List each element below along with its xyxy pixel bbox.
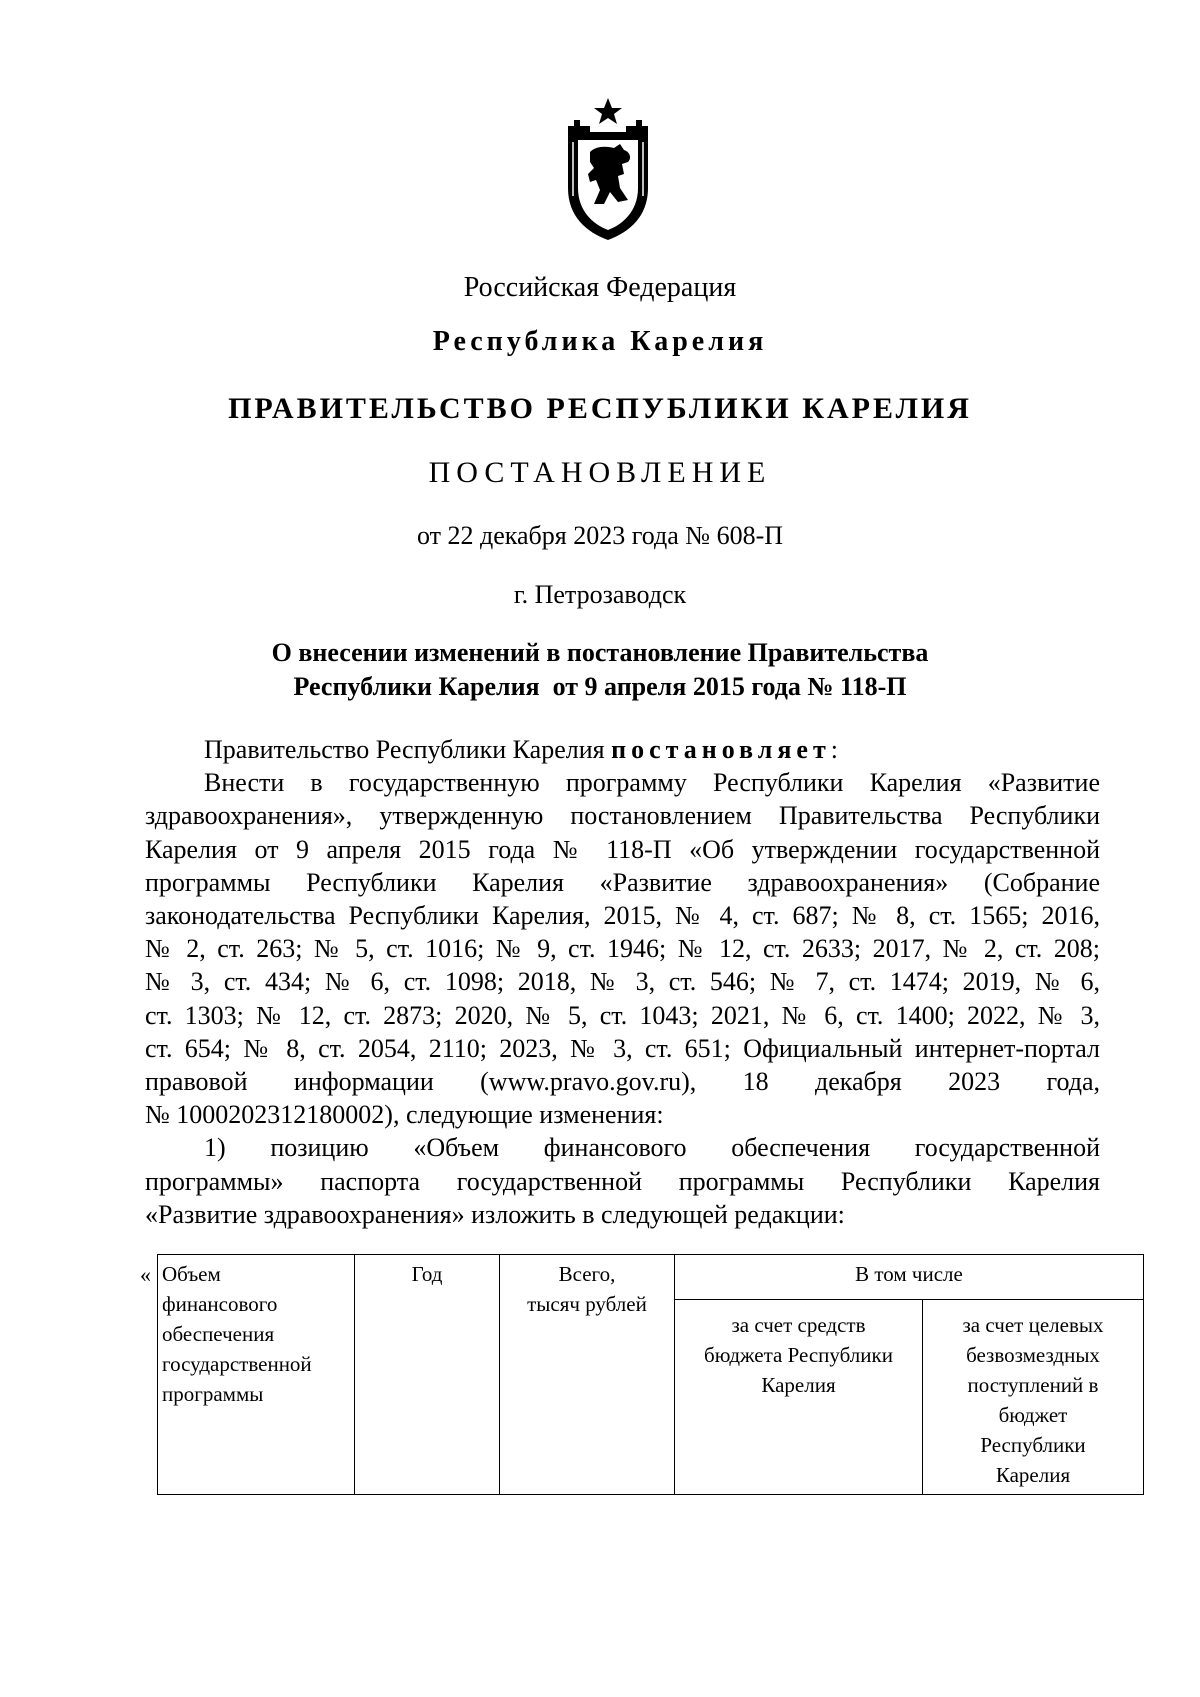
preamble-text: Правительство Республики Карелия <box>204 735 612 764</box>
paragraph-1-line: ст. 654; № 8, ст. 2054, 2110; 2023, № 3, ст. 651; Официальный интернет-портал <box>145 1033 1100 1063</box>
paragraph-1-line: Карелия от 9 апреля 2015 года № 118-П «Об утверждении государственной <box>145 834 1100 864</box>
preamble-colon: : <box>830 735 838 764</box>
karelia-coat-of-arms-icon <box>560 96 656 242</box>
document-city: г. Петрозаводск <box>513 580 687 609</box>
document-type: ПОСТАНОВЛЕНИЕ <box>428 456 772 489</box>
header-cell-regional-budget: за счет средств бюджета Республики Карелия <box>675 1300 923 1495</box>
paragraph-1-line: № 2, ст. 263; № 5, ст. 1016; № 9, ст. 1946; № 12, ст. 2633; 2017, № 2, ст. 208; <box>145 934 1100 964</box>
paragraph-1-line: № 1000202312180002), следующие изменения: <box>145 1100 664 1130</box>
government-name: ПРАВИТЕЛЬСТВО РЕСПУБЛИКИ КАРЕЛИЯ <box>228 392 972 425</box>
paragraph-1-line: здравоохранения», утвержденную постановлением Правительства Республики <box>145 801 1100 831</box>
paragraph-1-line: законодательства Республики Карелия, 2015, № 4, ст. 687; № 8, ст. 1565; 2016, <box>145 901 1100 931</box>
document-subject <box>0 636 1200 704</box>
table-row <box>158 1255 1144 1300</box>
paragraph-1-line: программы Республики Карелия «Развитие здравоохранения» (Собрание <box>145 867 1100 897</box>
preamble-spaced-word: постановляет <box>611 735 831 764</box>
subject-line-2: Республики Карелия от 9 апреля 2015 года № 118-П <box>293 672 907 701</box>
country-name: Российская Федерация <box>463 272 737 303</box>
table-open-quote: « <box>140 1262 151 1287</box>
header-cell-financing-volume: Объем финансового обеспечения государственной программы <box>158 1255 355 1495</box>
item-1-line: программы» паспорта государственной программы Республики Карелия <box>145 1166 1100 1196</box>
document-body <box>145 733 1100 1231</box>
header-cell-including: В том числе <box>675 1255 1144 1300</box>
header-cell-year: Год <box>355 1255 500 1495</box>
item-1-line: «Развитие здравоохранения» изложить в следующей редакции: <box>145 1199 845 1229</box>
paragraph-1-line: ст. 1303; № 12, ст. 2873; 2020, № 5, ст. 1043; 2021, № 6, ст. 1400; 2022, № 3, <box>145 1000 1100 1030</box>
subject-line-1: О внесении изменений в постановление Правительства <box>271 638 929 667</box>
paragraph-1-line: № 3, ст. 434; № 6, ст. 1098; 2018, № 3, ст. 546; № 7, ст. 1474; 2019, № 6, <box>145 967 1100 997</box>
paragraph-1-line: Внести в государственную программу Республики Карелия «Развитие <box>204 768 1100 798</box>
header-cell-targeted-receipts: за счет целевых безвозмездных поступлений в бюджет Республики Карелия <box>923 1300 1144 1495</box>
header-cell-total: Всего, тысяч рублей <box>500 1255 675 1495</box>
preamble <box>145 733 1100 766</box>
financing-table <box>157 1254 1144 1495</box>
republic-name: Республика Карелия <box>432 326 768 357</box>
paragraph-1-line: правовой информации (www.pravo.gov.ru), 18 декабря 2023 года, <box>145 1067 1100 1097</box>
document-date-number: от 22 декабря 2023 года № 608-П <box>416 521 784 550</box>
item-1-line: 1) позицию «Объем финансового обеспечения государственной <box>204 1133 1100 1163</box>
